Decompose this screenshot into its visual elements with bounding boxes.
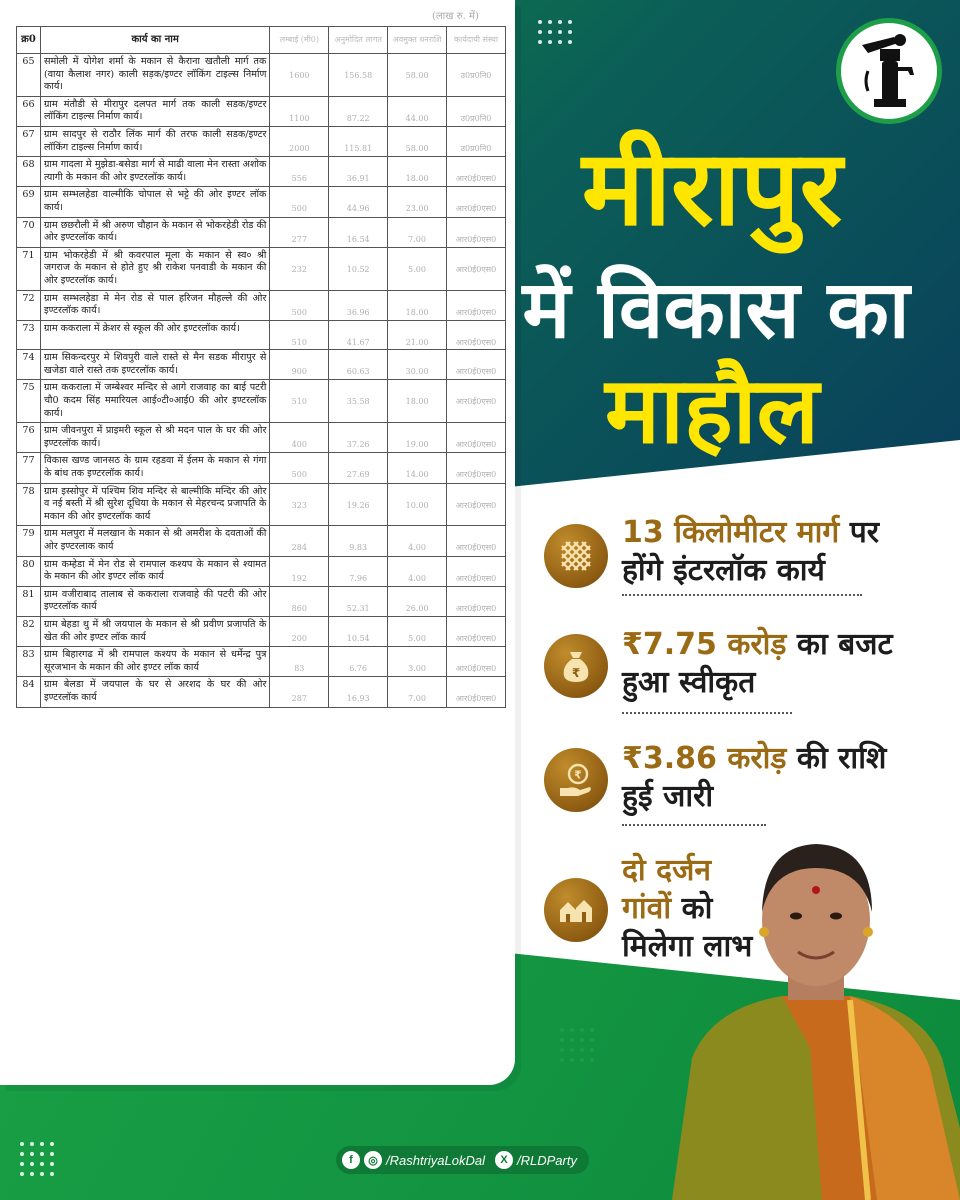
decorative-dots xyxy=(538,20,572,44)
row-agency: उ0प्र0नि0 xyxy=(447,54,506,97)
row-work-name: ग्राम सादपुर से राठौर लिंक मार्ग की तरफ काली सडक/इण्टर लॉकिंग टाइल्स निर्माण कार्य। xyxy=(40,126,269,156)
row-released: 10.00 xyxy=(388,483,447,526)
row-cost: 115.81 xyxy=(329,126,388,156)
row-released: 5.00 xyxy=(388,247,447,290)
row-serial: 81 xyxy=(17,586,41,616)
social-handle-rld[interactable]: /RashtriyaLokDal xyxy=(386,1152,485,1168)
header-agency: कार्यदायी संस्था xyxy=(447,27,506,54)
row-cost: 87.22 xyxy=(329,96,388,126)
row-released: 18.00 xyxy=(388,380,447,423)
row-released: 7.00 xyxy=(388,217,447,247)
row-agency: आर0ई0एस0 xyxy=(447,483,506,526)
row-work-name: ग्राम छछरौली में श्री अरुण चौहान के मकान से भोकरहेडी रोड की ओर इण्टरलॉक कार्य। xyxy=(40,217,269,247)
instagram-icon[interactable]: ◎ xyxy=(364,1151,382,1169)
row-released: 4.00 xyxy=(388,526,447,556)
row-work-name: ग्राम सम्भलहेडा वाल्मीकि चोपाल से भट्टे की ओर इण्टर लॉक कार्य। xyxy=(40,187,269,217)
row-agency: आर0ई0एस0 xyxy=(447,423,506,453)
fact-divider xyxy=(622,594,862,596)
row-released: 18.00 xyxy=(388,157,447,187)
svg-text:₹: ₹ xyxy=(571,666,581,680)
village-houses-icon xyxy=(544,878,608,942)
row-length: 500 xyxy=(270,290,329,320)
fact-divider xyxy=(622,824,766,826)
fact-text xyxy=(622,740,886,816)
fact-highlight: ₹3.86 करोड़ xyxy=(622,741,787,776)
svg-text:₹: ₹ xyxy=(574,768,582,782)
row-agency: आर0ई0एस0 xyxy=(447,380,506,423)
row-length: 2000 xyxy=(270,126,329,156)
fact-divider xyxy=(622,712,792,714)
row-length: 323 xyxy=(270,483,329,526)
row-cost: 44.96 xyxy=(329,187,388,217)
row-serial: 68 xyxy=(17,157,41,187)
row-length: 400 xyxy=(270,423,329,453)
row-agency: आर0ई0एस0 xyxy=(447,616,506,646)
table-row xyxy=(17,96,506,126)
row-serial: 70 xyxy=(17,217,41,247)
row-length: 232 xyxy=(270,247,329,290)
row-length: 510 xyxy=(270,320,329,350)
row-length: 500 xyxy=(270,187,329,217)
row-agency: आर0ई0एस0 xyxy=(447,647,506,677)
table-row xyxy=(17,247,506,290)
row-released: 4.00 xyxy=(388,556,447,586)
table-row xyxy=(17,586,506,616)
fact-line-2: होंगे इंटरलॉक कार्य xyxy=(622,553,825,588)
header-length: लम्बाई (मी0) xyxy=(270,27,329,54)
row-work-name: ग्राम ककराला में क्रेशर से स्कूल की ओर इण्टरलॉक कार्य। xyxy=(40,320,269,350)
row-cost: 60.63 xyxy=(329,350,388,380)
row-length: 284 xyxy=(270,526,329,556)
row-cost: 16.54 xyxy=(329,217,388,247)
row-length: 1100 xyxy=(270,96,329,126)
row-agency: उ0प्र0नि0 xyxy=(447,126,506,156)
fact-highlight-2: गांवों xyxy=(622,891,672,926)
table-row xyxy=(17,526,506,556)
row-agency: आर0ई0एस0 xyxy=(447,526,506,556)
row-cost: 36.96 xyxy=(329,290,388,320)
row-work-name: समोली में योगेश शर्मा के मकान से कैराना खतौली मार्ग तक (वाया कैलाश नगर) काली सड़क/इण्टर लॉकिंग टाइल्स निर्माण कार्य। xyxy=(40,54,269,97)
row-cost: 27.69 xyxy=(329,453,388,483)
header-cost: अनुमोदित लागत xyxy=(329,27,388,54)
header-serial: क्र0 xyxy=(17,27,41,54)
social-group-facebook-instagram[interactable] xyxy=(342,1151,485,1169)
row-agency: आर0ई0एस0 xyxy=(447,290,506,320)
row-released: 7.00 xyxy=(388,677,447,707)
headline-line-1: मीरापुर xyxy=(581,127,843,249)
works-table xyxy=(16,26,506,708)
row-cost: 156.58 xyxy=(329,54,388,97)
table-row xyxy=(17,187,506,217)
row-length: 287 xyxy=(270,677,329,707)
row-serial: 73 xyxy=(17,320,41,350)
row-agency: आर0ई0एस0 xyxy=(447,320,506,350)
row-serial: 65 xyxy=(17,54,41,97)
row-released: 21.00 xyxy=(388,320,447,350)
row-work-name: ग्राम बेहडा थु में श्री जयपाल के मकान से श्री प्रवीण प्रजापति के खेत की ओर इण्टर लॉक कार्य xyxy=(40,616,269,646)
table-row xyxy=(17,423,506,453)
table-row xyxy=(17,217,506,247)
row-length: 192 xyxy=(270,556,329,586)
row-cost: 16.93 xyxy=(329,677,388,707)
row-serial: 80 xyxy=(17,556,41,586)
money-bag-icon xyxy=(544,634,608,698)
fact-line-2: हुआ स्वीकृत xyxy=(622,665,756,700)
row-length: 83 xyxy=(270,647,329,677)
row-serial: 74 xyxy=(17,350,41,380)
row-released: 18.00 xyxy=(388,290,447,320)
fact-text xyxy=(622,626,893,702)
header-released: अवमुक्त धनराशि xyxy=(388,27,447,54)
table-row xyxy=(17,677,506,707)
hand-pump-icon xyxy=(854,31,924,111)
row-work-name: विकास खण्ड जानसठ के ग्राम रहडवा में ईलम के मकान से गंगा के बांध तक इण्टरलॉक कार्य। xyxy=(40,453,269,483)
fact-highlight: 13 किलोमीटर मार्ग xyxy=(622,515,840,550)
row-released: 19.00 xyxy=(388,423,447,453)
row-length: 556 xyxy=(270,157,329,187)
row-serial: 83 xyxy=(17,647,41,677)
row-length: 510 xyxy=(270,380,329,423)
row-work-name: ग्राम सिकन्दरपुर मे शिवपुरी वाले रास्ते से मैन सडक मीरापुर से खजेडा वाले रास्ते तक इण्टरलॉक कार्य। xyxy=(40,350,269,380)
table-row xyxy=(17,157,506,187)
row-work-name: ग्राम सम्भलहेडा मे मेन रोड से पाल हरिजन मौहल्ले की ओर इण्टरलॉक कार्य। xyxy=(40,290,269,320)
row-length: 200 xyxy=(270,616,329,646)
table-row xyxy=(17,54,506,97)
row-agency: आर0ई0एस0 xyxy=(447,247,506,290)
table-row xyxy=(17,380,506,423)
table-header-row xyxy=(17,27,506,54)
row-cost: 9.83 xyxy=(329,526,388,556)
row-cost: 10.54 xyxy=(329,616,388,646)
row-agency: आर0ई0एस0 xyxy=(447,586,506,616)
document-unit-note: (लाख रु. में) xyxy=(432,11,479,22)
row-cost: 19.26 xyxy=(329,483,388,526)
row-cost: 35.58 xyxy=(329,380,388,423)
row-length: 900 xyxy=(270,350,329,380)
row-work-name: ग्राम गादला मे मुझेडा-बसेडा मार्ग से माढी वाला मेन रास्ता अशोक त्यागी के मकान की ओर इण्टरलॉक कार्य। xyxy=(40,157,269,187)
interlock-road-icon xyxy=(544,524,608,588)
table-row xyxy=(17,453,506,483)
header-work-name: कार्य का नाम xyxy=(40,27,269,54)
row-serial: 72 xyxy=(17,290,41,320)
row-work-name: ग्राम ककराला में जम्बेश्वर मन्दिर से आगे राजवाह का बाई पटरी चौ0 कदम सिंह ममारियल आई०टी०आई0 की ओर इण्टरलॉक कार्य। xyxy=(40,380,269,423)
table-row xyxy=(17,126,506,156)
social-handles-bar xyxy=(336,1146,589,1174)
decorative-dots xyxy=(20,1142,54,1176)
row-work-name: ग्राम मंतौडी से मीरापुर दलपत मार्ग तक काली सडक/इण्टर लॉकिंग टाइल्स निर्माण कार्य। xyxy=(40,96,269,126)
row-length: 860 xyxy=(270,586,329,616)
x-twitter-icon[interactable]: X xyxy=(495,1151,513,1169)
row-work-name: ग्राम मलपुरा में मलखान के मकान से श्री अमरीश के दवताओं की ओर इण्टरलाक कार्य xyxy=(40,526,269,556)
row-serial: 82 xyxy=(17,616,41,646)
row-work-name: ग्राम वजीराबाद तालाब से ककराला राजवाहे की पटरी की ओर इण्टरलॉक कार्य xyxy=(40,586,269,616)
decorative-dots xyxy=(560,1028,594,1062)
party-logo xyxy=(836,18,942,124)
row-released: 58.00 xyxy=(388,54,447,97)
row-serial: 79 xyxy=(17,526,41,556)
row-released: 14.00 xyxy=(388,453,447,483)
row-released: 58.00 xyxy=(388,126,447,156)
fact-rest: पर xyxy=(839,515,880,550)
table-body xyxy=(17,54,506,708)
row-length: 500 xyxy=(270,453,329,483)
document-card xyxy=(0,0,515,1085)
row-released: 30.00 xyxy=(388,350,447,380)
row-cost: 37.26 xyxy=(329,423,388,453)
table-row xyxy=(17,290,506,320)
row-agency: आर0ई0एस0 xyxy=(447,677,506,707)
row-work-name: ग्राम भोकरहेडी में श्री कवरपाल मूला के मकान से स्व० श्री जगराज के मकान से होते हुए श्री राकेश पनवाडी के मकान की ओर इण्टरलॉक कार्य। xyxy=(40,247,269,290)
row-serial: 66 xyxy=(17,96,41,126)
row-released: 5.00 xyxy=(388,616,447,646)
row-serial: 75 xyxy=(17,380,41,423)
row-released: 3.00 xyxy=(388,647,447,677)
row-agency: उ0प्र0नि0 xyxy=(447,96,506,126)
row-serial: 71 xyxy=(17,247,41,290)
row-agency: आर0ई0एस0 xyxy=(447,350,506,380)
social-group-x[interactable] xyxy=(495,1151,577,1169)
row-agency: आर0ई0एस0 xyxy=(447,217,506,247)
row-serial: 76 xyxy=(17,423,41,453)
fact-rest: की राशि xyxy=(786,741,887,776)
row-agency: आर0ई0एस0 xyxy=(447,556,506,586)
headline-line-2: में विकास का xyxy=(522,263,910,356)
row-cost: 41.67 xyxy=(329,320,388,350)
row-agency: आर0ई0एस0 xyxy=(447,157,506,187)
table-row xyxy=(17,556,506,586)
row-agency: आर0ई0एस0 xyxy=(447,187,506,217)
row-work-name: ग्राम बिहारगढ में श्री रामपाल कश्यप के मकान से धर्मेन्द्र पुत्र सूरजभान के मकान की ओर इण्टर लॉक कार्य xyxy=(40,647,269,677)
row-serial: 78 xyxy=(17,483,41,526)
rupee-hand-icon xyxy=(544,748,608,812)
row-length: 277 xyxy=(270,217,329,247)
facebook-icon[interactable]: f xyxy=(342,1151,360,1169)
table-row xyxy=(17,350,506,380)
row-serial: 69 xyxy=(17,187,41,217)
fact-line-2: हुई जारी xyxy=(622,779,714,814)
row-released: 26.00 xyxy=(388,586,447,616)
row-cost: 36.91 xyxy=(329,157,388,187)
leader-portrait xyxy=(672,828,960,1200)
table-row xyxy=(17,616,506,646)
row-cost: 6.76 xyxy=(329,647,388,677)
social-handle-rldparty[interactable]: /RLDParty xyxy=(517,1152,577,1168)
row-cost: 10.52 xyxy=(329,247,388,290)
fact-highlight: दो दर्जन xyxy=(622,853,711,888)
fact-rest: का बजट xyxy=(786,627,893,662)
row-work-name: ग्राम इस्सोपुर में पश्चिम शिव मन्दिर से बाल्मीकि मन्दिर की ओर व नई बस्ती में श्री सुरेश दूधिया के मकान से मेहरचन्द प्रजापति के मकान की ओर इण्टरलॉक कार्य xyxy=(40,483,269,526)
fact-rest: को xyxy=(671,891,713,926)
row-work-name: ग्राम बेलडा में जयपाल के घर से अरशद के घर की ओर इण्टरलॉक कार्य xyxy=(40,677,269,707)
row-cost: 52.31 xyxy=(329,586,388,616)
row-serial: 67 xyxy=(17,126,41,156)
row-serial: 84 xyxy=(17,677,41,707)
table-row xyxy=(17,647,506,677)
row-work-name: ग्राम कम्हेडा में मेन रोड से रामपाल कश्यप के मकान से श्यामत के मकान की ओर इण्टर लॉक कार्य xyxy=(40,556,269,586)
table-row xyxy=(17,320,506,350)
fact-text xyxy=(622,514,879,590)
row-cost: 7.96 xyxy=(329,556,388,586)
row-agency: आर0ई0एस0 xyxy=(447,453,506,483)
row-serial: 77 xyxy=(17,453,41,483)
headline-line-3: माहौल xyxy=(605,357,819,464)
row-length: 1600 xyxy=(270,54,329,97)
fact-highlight: ₹7.75 करोड़ xyxy=(622,627,787,662)
row-released: 23.00 xyxy=(388,187,447,217)
row-work-name: ग्राम जीवनपुरा में प्राइमरी स्कूल से श्री मदन पाल के घर की ओर इण्टरलॉक कार्य। xyxy=(40,423,269,453)
table-row xyxy=(17,483,506,526)
row-released: 44.00 xyxy=(388,96,447,126)
fact-line-3: मिलेगा लाभ xyxy=(622,929,753,964)
